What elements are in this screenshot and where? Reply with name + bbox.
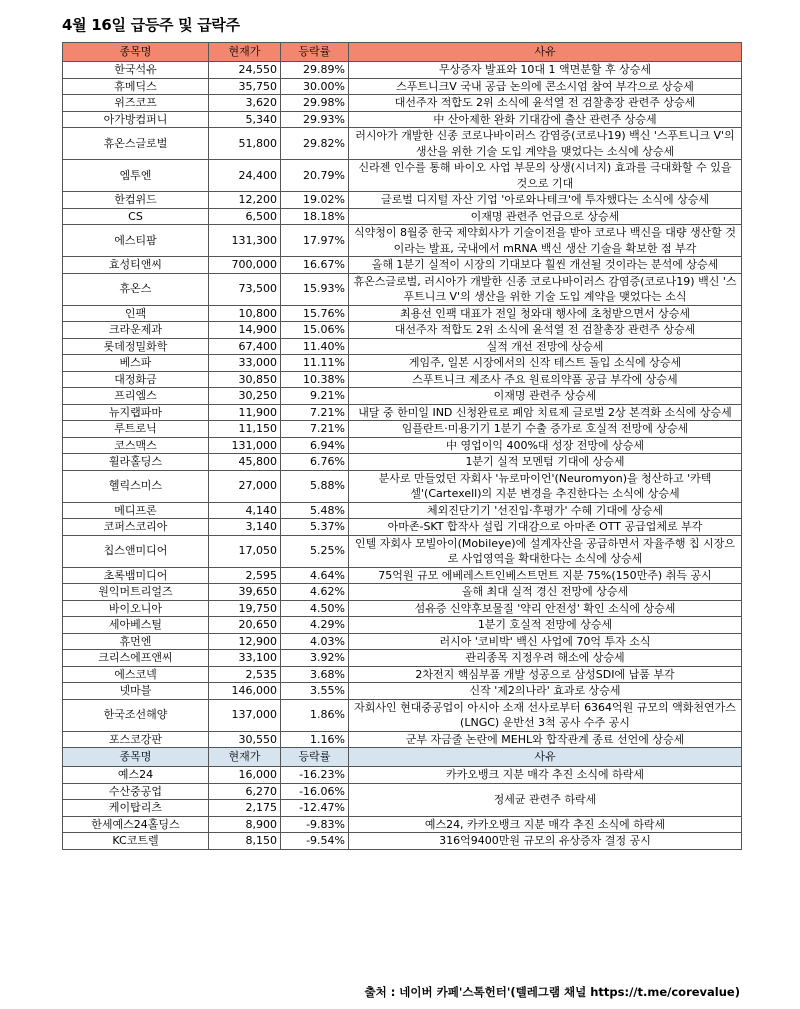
stock-reason: 내달 중 한미일 IND 신청완료로 폐암 치료제 글로벌 2상 본격화 소식에 상승세 bbox=[349, 404, 742, 421]
stock-name: 뉴지랩파마 bbox=[63, 404, 209, 421]
table-row bbox=[63, 257, 742, 274]
table-row bbox=[63, 62, 742, 79]
stock-price: 12,900 bbox=[209, 633, 281, 650]
table-row bbox=[63, 225, 742, 257]
table-row bbox=[63, 371, 742, 388]
stock-reason: 휴온스글로벌, 러시아가 개발한 신종 코로나바이러스 감염증(코로나19) 백신 '스푸트니크 V'의 생산을 위한 기술 도입 계약을 맺었다는 소식 bbox=[349, 273, 742, 305]
stock-rate: 30.00% bbox=[281, 78, 349, 95]
stock-reason: 임플란트·미용기기 1분기 수출 증가로 호실적 전망에 상승세 bbox=[349, 421, 742, 438]
stock-rate: 15.76% bbox=[281, 305, 349, 322]
stock-name: 휴먼엔 bbox=[63, 633, 209, 650]
stock-name: 휠라홀딩스 bbox=[63, 454, 209, 471]
stock-price: 24,550 bbox=[209, 62, 281, 79]
stock-name: 케이탑리츠 bbox=[63, 800, 209, 817]
stock-name: 메디프론 bbox=[63, 502, 209, 519]
stock-price: 14,900 bbox=[209, 322, 281, 339]
stock-price: 30,550 bbox=[209, 731, 281, 748]
stock-name: 휴온스 bbox=[63, 273, 209, 305]
stock-name: 롯데정밀화학 bbox=[63, 338, 209, 355]
table-row bbox=[63, 600, 742, 617]
stock-price: 8,150 bbox=[209, 833, 281, 850]
stock-price: 17,050 bbox=[209, 535, 281, 567]
stock-reason: 스푸트니크V 국내 공급 논의에 콘소시엄 참여 부각으로 상승세 bbox=[349, 78, 742, 95]
stock-price: 24,400 bbox=[209, 160, 281, 192]
col-header-price: 현재가 bbox=[209, 748, 281, 767]
stock-rate: 19.02% bbox=[281, 192, 349, 209]
stock-price: 33,100 bbox=[209, 650, 281, 667]
table-row bbox=[63, 208, 742, 225]
stock-rate: 18.18% bbox=[281, 208, 349, 225]
stock-price: 39,650 bbox=[209, 584, 281, 601]
stock-price: 6,270 bbox=[209, 783, 281, 800]
stock-rate: 29.82% bbox=[281, 128, 349, 160]
stock-reason: 올해 1분기 실적이 시장의 기대보다 훨씬 개선될 것이라는 분석에 상승세 bbox=[349, 257, 742, 274]
stock-price: 27,000 bbox=[209, 470, 281, 502]
stock-reason: 이재명 관련주 상승세 bbox=[349, 388, 742, 405]
stock-rate: 20.79% bbox=[281, 160, 349, 192]
stock-reason: 식약청이 8월중 한국 제약회사가 기술이전을 받아 코로나 백신을 대량 생산할 것이라는 발표, 국내에서 mRNA 백신 생산 기술을 확보한 점 부각 bbox=[349, 225, 742, 257]
stock-name: 코퍼스코리아 bbox=[63, 519, 209, 536]
col-header-name: 종목명 bbox=[63, 748, 209, 767]
table-row bbox=[63, 192, 742, 209]
stock-price: 131,300 bbox=[209, 225, 281, 257]
stock-price: 3,620 bbox=[209, 95, 281, 112]
stock-name: 수산중공업 bbox=[63, 783, 209, 800]
table-row bbox=[63, 437, 742, 454]
col-header-price: 현재가 bbox=[209, 43, 281, 62]
table-row bbox=[63, 633, 742, 650]
col-header-name: 종목명 bbox=[63, 43, 209, 62]
rising-header-row bbox=[63, 43, 742, 62]
stock-reason: 글로벌 디지털 자산 기업 '아로와나테크'에 투자했다는 소식에 상승세 bbox=[349, 192, 742, 209]
stock-rate: 4.03% bbox=[281, 633, 349, 650]
stock-reason: 316억9400만원 규모의 유상증자 결정 공시 bbox=[349, 833, 742, 850]
stock-reason: 대선주자 적합도 2위 소식에 윤석열 전 검찰총장 관련주 상승세 bbox=[349, 95, 742, 112]
stock-price: 10,800 bbox=[209, 305, 281, 322]
stock-rate: 29.98% bbox=[281, 95, 349, 112]
stock-price: 16,000 bbox=[209, 767, 281, 784]
stock-name: 원익머트리얼즈 bbox=[63, 584, 209, 601]
stock-reason: 신작 '제2의나라' 효과로 상승세 bbox=[349, 683, 742, 700]
stock-name: 대정화금 bbox=[63, 371, 209, 388]
stock-rate: 7.21% bbox=[281, 404, 349, 421]
table-row bbox=[63, 421, 742, 438]
stock-rate: 17.97% bbox=[281, 225, 349, 257]
table-row bbox=[63, 404, 742, 421]
stock-name: 포스코강판 bbox=[63, 731, 209, 748]
stock-reason: 관리종목 지정우려 해소에 상승세 bbox=[349, 650, 742, 667]
stock-name: 코스맥스 bbox=[63, 437, 209, 454]
stock-reason: 中 영업이익 400%대 성장 전망에 상승세 bbox=[349, 437, 742, 454]
stock-name: 휴메딕스 bbox=[63, 78, 209, 95]
table-row bbox=[63, 567, 742, 584]
stock-name: 베스파 bbox=[63, 355, 209, 372]
stock-reason: 이재명 관련주 언급으로 상승세 bbox=[349, 208, 742, 225]
col-header-reason: 사유 bbox=[349, 43, 742, 62]
stock-price: 2,535 bbox=[209, 666, 281, 683]
stock-reason: 군부 자금줄 논란에 MEHL와 합작관계 종료 선언에 상승세 bbox=[349, 731, 742, 748]
stock-rate: 4.29% bbox=[281, 617, 349, 634]
stock-name: 칩스앤미디어 bbox=[63, 535, 209, 567]
stock-price: 11,150 bbox=[209, 421, 281, 438]
stock-rate: -9.54% bbox=[281, 833, 349, 850]
stock-reason: 인텔 자회사 모빌아이(Mobileye)에 설계자산을 공급하면서 자율주행 칩 시장으로 사업영역을 확대한다는 소식에 상승세 bbox=[349, 535, 742, 567]
stock-rate: 29.89% bbox=[281, 62, 349, 79]
stock-rate: 6.76% bbox=[281, 454, 349, 471]
table-row bbox=[63, 502, 742, 519]
stock-price: 137,000 bbox=[209, 699, 281, 731]
stock-name: 에스코넥 bbox=[63, 666, 209, 683]
stock-price: 2,175 bbox=[209, 800, 281, 817]
table-row bbox=[63, 833, 742, 850]
table-row bbox=[63, 338, 742, 355]
stock-name: 예스24 bbox=[63, 767, 209, 784]
stock-name: 넷마블 bbox=[63, 683, 209, 700]
stock-price: 19,750 bbox=[209, 600, 281, 617]
stock-rate: 4.62% bbox=[281, 584, 349, 601]
table-row bbox=[63, 388, 742, 405]
table-row bbox=[63, 454, 742, 471]
stock-name: CS bbox=[63, 208, 209, 225]
stock-price: 51,800 bbox=[209, 128, 281, 160]
stock-rate: 11.11% bbox=[281, 355, 349, 372]
table-row bbox=[63, 322, 742, 339]
stock-name: 위즈코프 bbox=[63, 95, 209, 112]
stock-name: 에스티팜 bbox=[63, 225, 209, 257]
stock-price: 35,750 bbox=[209, 78, 281, 95]
stock-reason: 스푸트니크 제조사 주요 원료의약품 공급 부각에 상승세 bbox=[349, 371, 742, 388]
table-row bbox=[63, 355, 742, 372]
table-row bbox=[63, 767, 742, 784]
stock-reason: 아마존-SKT 합작사 설립 기대감으로 아마존 OTT 공급업체로 부각 bbox=[349, 519, 742, 536]
table-row bbox=[63, 128, 742, 160]
table-row bbox=[63, 731, 742, 748]
stock-name: 한국조선해양 bbox=[63, 699, 209, 731]
stock-rate: 5.25% bbox=[281, 535, 349, 567]
stock-rate: 3.92% bbox=[281, 650, 349, 667]
stock-name: 엠투엔 bbox=[63, 160, 209, 192]
stock-price: 30,850 bbox=[209, 371, 281, 388]
stock-rate: 9.21% bbox=[281, 388, 349, 405]
stock-rate: 3.55% bbox=[281, 683, 349, 700]
stock-rate: 4.64% bbox=[281, 567, 349, 584]
stock-rate: -16.23% bbox=[281, 767, 349, 784]
stock-reason: 1분기 호실적 전망에 상승세 bbox=[349, 617, 742, 634]
table-row bbox=[63, 305, 742, 322]
stock-price: 30,250 bbox=[209, 388, 281, 405]
stock-rate: 11.40% bbox=[281, 338, 349, 355]
stock-name: 한국석유 bbox=[63, 62, 209, 79]
stock-reason: 러시아 '코비박' 백신 사업에 70억 투자 소식 bbox=[349, 633, 742, 650]
table-row bbox=[63, 519, 742, 536]
stock-rate: 1.16% bbox=[281, 731, 349, 748]
table-row bbox=[63, 78, 742, 95]
stock-name: 효성티앤씨 bbox=[63, 257, 209, 274]
stock-reason: 분사로 만들었던 자회사 '뉴로마이언'(Neuromyon)을 청산하고 '카텍셀'(Cartexell)의 지분 변경을 추진한다는 소식에 상승세 bbox=[349, 470, 742, 502]
stock-reason: 2차전지 핵심부품 개발 성공으로 삼성SDI에 납품 부각 bbox=[349, 666, 742, 683]
stock-reason: 정세균 관련주 하락세 bbox=[349, 783, 742, 816]
table-row bbox=[63, 470, 742, 502]
page-title: 4월 16일 급등주 및 급락주 bbox=[62, 16, 240, 34]
stock-rate: -12.47% bbox=[281, 800, 349, 817]
stock-name: 휴온스글로벌 bbox=[63, 128, 209, 160]
stock-name: 크리스에프앤씨 bbox=[63, 650, 209, 667]
stock-rate: 5.88% bbox=[281, 470, 349, 502]
stock-rate: 10.38% bbox=[281, 371, 349, 388]
stock-reason: 최용선 인팩 대표가 전일 청와대 행사에 초청받으면서 상승세 bbox=[349, 305, 742, 322]
stock-name: 프리엠스 bbox=[63, 388, 209, 405]
stock-rate: 29.93% bbox=[281, 111, 349, 128]
stock-reason: 中 산아제한 완화 기대감에 출산 관련주 상승세 bbox=[349, 111, 742, 128]
stock-reason: 올해 최대 실적 경신 전망에 상승세 bbox=[349, 584, 742, 601]
stock-rate: -16.06% bbox=[281, 783, 349, 800]
stock-rate: 7.21% bbox=[281, 421, 349, 438]
stock-rate: 1.86% bbox=[281, 699, 349, 731]
col-header-rate: 등락률 bbox=[281, 43, 349, 62]
stock-price: 11,900 bbox=[209, 404, 281, 421]
stock-name: 한세예스24홀딩스 bbox=[63, 816, 209, 833]
rising-stocks bbox=[63, 62, 742, 748]
stock-rate: 6.94% bbox=[281, 437, 349, 454]
stock-reason: 게임주, 일본 시장에서의 신작 테스트 돌입 소식에 상승세 bbox=[349, 355, 742, 372]
source-note: 출처 : 네이버 카페'스톡헌터'(텔레그램 채널 https://t.me/corevalue) bbox=[364, 985, 740, 999]
table-row bbox=[63, 535, 742, 567]
stock-name: 루트로닉 bbox=[63, 421, 209, 438]
stock-rate: 5.48% bbox=[281, 502, 349, 519]
table-row bbox=[63, 584, 742, 601]
stock-rate: 15.06% bbox=[281, 322, 349, 339]
stock-reason: 무상증자 발표와 10대 1 액면분할 후 상승세 bbox=[349, 62, 742, 79]
stock-rate: 4.50% bbox=[281, 600, 349, 617]
stock-price: 4,140 bbox=[209, 502, 281, 519]
stock-rate: 3.68% bbox=[281, 666, 349, 683]
stock-price: 146,000 bbox=[209, 683, 281, 700]
stock-name: 바이오니아 bbox=[63, 600, 209, 617]
stock-price: 5,340 bbox=[209, 111, 281, 128]
stock-price: 33,000 bbox=[209, 355, 281, 372]
col-header-rate: 등락률 bbox=[281, 748, 349, 767]
table-row bbox=[63, 699, 742, 731]
stock-price: 8,900 bbox=[209, 816, 281, 833]
stock-rate: 16.67% bbox=[281, 257, 349, 274]
stock-price: 131,000 bbox=[209, 437, 281, 454]
stock-name: 크라운제과 bbox=[63, 322, 209, 339]
table-row bbox=[63, 617, 742, 634]
falling-stocks bbox=[63, 767, 742, 850]
table-row bbox=[63, 273, 742, 305]
stock-table bbox=[62, 42, 742, 850]
stock-rate: 15.93% bbox=[281, 273, 349, 305]
stock-name: KC코트렐 bbox=[63, 833, 209, 850]
falling-header-row bbox=[63, 748, 742, 767]
stock-name: 초록뱀미디어 bbox=[63, 567, 209, 584]
stock-price: 700,000 bbox=[209, 257, 281, 274]
stock-reason: 자회사인 현대중공업이 아시아 소재 선사로부터 6364억원 규모의 액화천연가스(LNGC) 운반선 3척 공사 수주 공시 bbox=[349, 699, 742, 731]
col-header-reason: 사유 bbox=[349, 748, 742, 767]
stock-reason: 실적 개선 전망에 상승세 bbox=[349, 338, 742, 355]
stock-name: 한컴위드 bbox=[63, 192, 209, 209]
stock-price: 6,500 bbox=[209, 208, 281, 225]
table-row bbox=[63, 666, 742, 683]
stock-reason: 신라젠 인수를 통해 바이오 사업 부문의 상생(시너지) 효과를 극대화할 수 있을 것으로 기대 bbox=[349, 160, 742, 192]
stock-reason: 러시아가 개발한 신종 코로나바이러스 감염증(코로나19) 백신 '스푸트니크 V'의 생산을 위한 기술 도입 계약을 맺었다는 소식에 상승세 bbox=[349, 128, 742, 160]
stock-price: 45,800 bbox=[209, 454, 281, 471]
stock-name: 아가방컴퍼니 bbox=[63, 111, 209, 128]
stock-price: 20,650 bbox=[209, 617, 281, 634]
table-row bbox=[63, 95, 742, 112]
stock-price: 2,595 bbox=[209, 567, 281, 584]
stock-reason: 75억원 규모 에베레스트인베스트먼트 지분 75%(150만주) 취득 공시 bbox=[349, 567, 742, 584]
stock-reason: 섬유증 신약후보물질 '약리 안전성' 확인 소식에 상승세 bbox=[349, 600, 742, 617]
table-row bbox=[63, 111, 742, 128]
stock-reason: 카카오뱅크 지분 매각 추진 소식에 하락세 bbox=[349, 767, 742, 784]
stock-rate: 5.37% bbox=[281, 519, 349, 536]
table-row bbox=[63, 650, 742, 667]
table-row bbox=[63, 816, 742, 833]
table-row bbox=[63, 783, 742, 800]
stock-price: 3,140 bbox=[209, 519, 281, 536]
stock-price: 12,200 bbox=[209, 192, 281, 209]
stock-reason: 1분기 실적 모멘텀 기대에 상승세 bbox=[349, 454, 742, 471]
table-row bbox=[63, 683, 742, 700]
table-row bbox=[63, 160, 742, 192]
stock-reason: 예스24, 카카오뱅크 지분 매각 추진 소식에 하락세 bbox=[349, 816, 742, 833]
stock-price: 73,500 bbox=[209, 273, 281, 305]
stock-reason: 체외진단기기 '선진입·후평가' 수혜 기대에 상승세 bbox=[349, 502, 742, 519]
stock-name: 세아베스틸 bbox=[63, 617, 209, 634]
stock-name: 인팩 bbox=[63, 305, 209, 322]
stock-rate: -9.83% bbox=[281, 816, 349, 833]
stock-name: 헬릭스미스 bbox=[63, 470, 209, 502]
stock-reason: 대선주자 적합도 2위 소식에 윤석열 전 검찰총장 관련주 상승세 bbox=[349, 322, 742, 339]
stock-price: 67,400 bbox=[209, 338, 281, 355]
